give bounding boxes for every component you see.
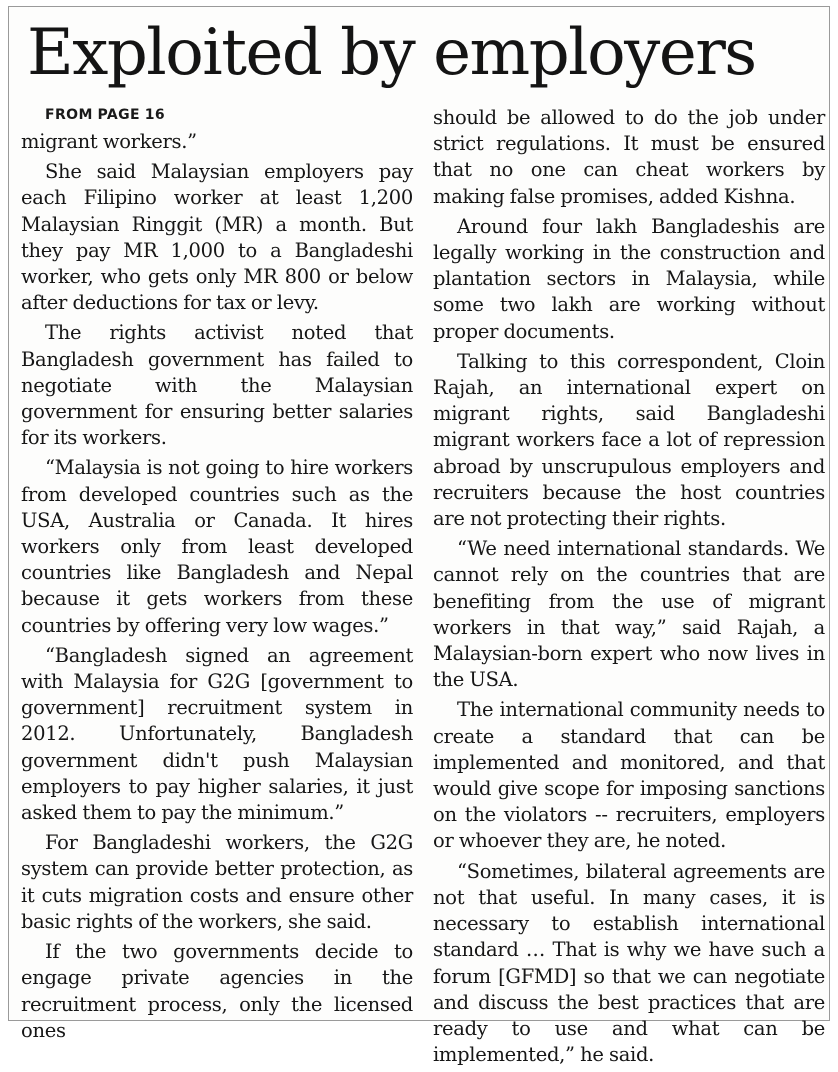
- paragraph: If the two governments decide to engage private agencies in the recruitment process, only the licensed ones: [21, 940, 413, 1042]
- paragraph: She said Malaysian employers pay each Filipino worker at least 1,200 Malaysian Ringgit (MR) a month. But they pay MR 1,000 to a Bangladeshi worker, who gets only MR 800 or below after deductions for tax or levy.: [21, 160, 413, 315]
- paragraph: For Bangladeshi workers, the G2G system can provide better protection, as it cuts migration costs and ensure other basic rights of the workers, she said.: [21, 831, 413, 933]
- paragraph: “Malaysia is not going to hire workers from developed countries such as the USA, Australia or Canada. It hires workers only from least developed countries like Bangladesh and Nepal because it gets workers from these countries by offering very low wages.”: [21, 456, 413, 637]
- article-column-right: [433, 105, 825, 1072]
- paragraph: “Sometimes, bilateral agreements are not that useful. In many cases, it is necessary to establish international standard … That is why we have such a forum [GFMD] so that we can negotiate and discuss the best practices that are ready to use and what can be implemented,” he said.: [433, 859, 825, 1067]
- paragraph: “We need international standards. We cannot rely on the countries that are benefiting from the use of migrant workers in that way,” said Rajah, a Malaysian-born expert who now lives in the USA.: [433, 537, 825, 692]
- paragraph: The international community needs to create a standard that can be implemented and monitored, and that would give scope for imposing sanctions on the violators -- recruiters, employers or whoever they are, he noted.: [433, 698, 825, 853]
- article-column-left: [21, 105, 413, 1048]
- jump-label: FROM PAGE 16: [45, 107, 166, 123]
- paragraph: “Bangladesh signed an agreement with Malaysia for G2G [government to government] recruitment system in 2012. Unfortunately, Bangladesh government didn't push Malaysian employers to pay higher salaries, it just asked them to pay the minimum.”: [21, 643, 413, 825]
- paragraph: Around four lakh Bangladeshis are legally working in the construction and plantation sectors in Malaysia, while some two lakh are working without proper documents.: [433, 214, 825, 343]
- paragraph: The rights activist noted that Bangladesh government has failed to negotiate with the Malaysian government for ensuring better salaries for its workers.: [21, 321, 413, 450]
- newspaper-clipping: [8, 6, 830, 1067]
- paragraph: Talking to this correspondent, Cloin Rajah, an international expert on migrant rights, said Bangladeshi migrant workers face a lot of repression abroad by unscrupulous employers and recruiters because the host countries are not protecting their rights.: [433, 349, 825, 531]
- paragraph: should be allowed to do the job under strict regulations. It must be ensured that no one can cheat workers by making false promises, added Kishna.: [433, 106, 825, 208]
- paragraph: migrant workers.”: [21, 130, 197, 153]
- headline: Exploited by employers: [27, 16, 756, 90]
